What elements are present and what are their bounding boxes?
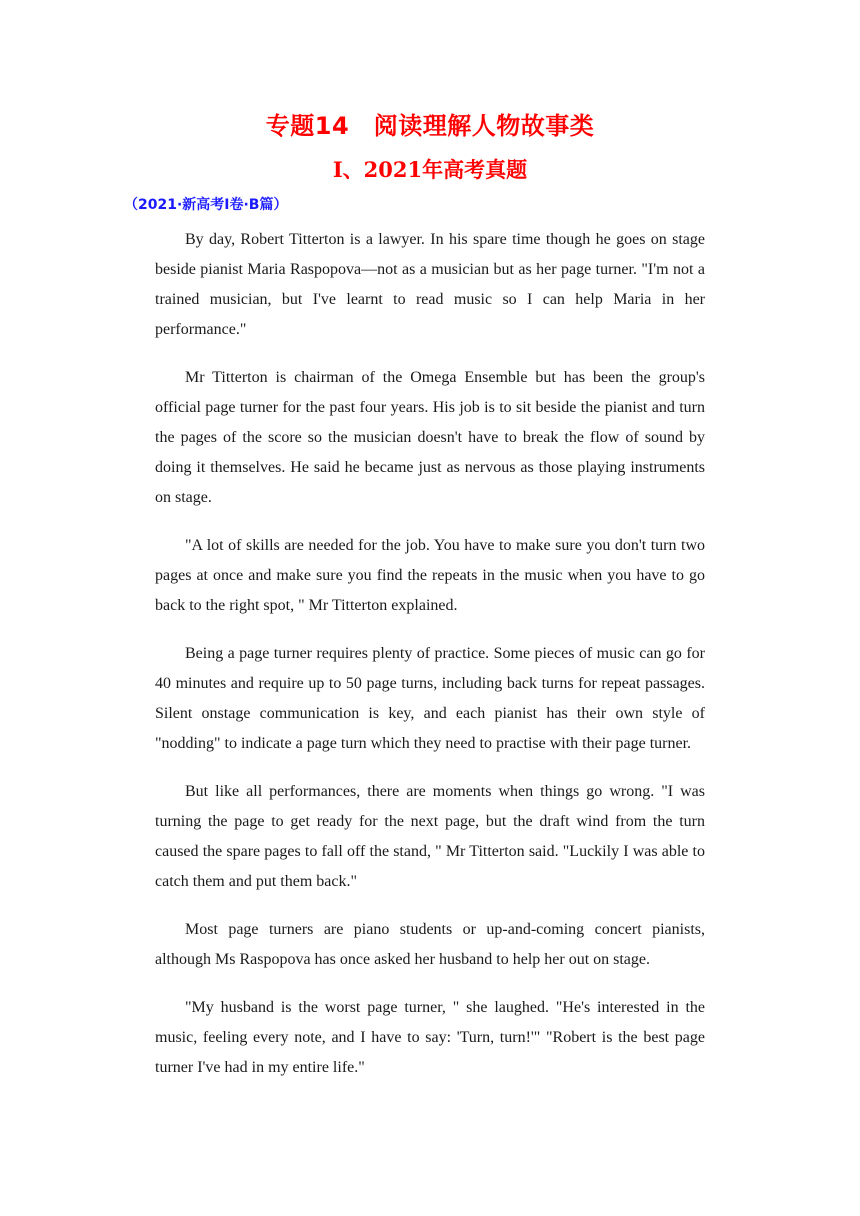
article-body: [155, 225, 705, 1101]
paragraph: By day, Robert Titterton is a lawyer. In his spare time though he goes on stage beside pianist Maria Raspopova—not as a musician but as her page turner. "I'm not a trained musician, but I've learnt to read music so I can help Maria in her performance.": [155, 231, 705, 338]
page-title: 专题14 阅读理解人物故事类: [265, 112, 595, 140]
paragraph: Mr Titterton is chairman of the Omega Ensemble but has been the group's official page turner for the past four years. His job is to sit beside the pianist and turn the pages of the score so the musician doesn't have to break the flow of sound by doing it themselves. He said he became just as nervous as those playing instruments on stage.: [155, 369, 705, 506]
paragraph: But like all performances, there are moments when things go wrong. "I was turning the page to get ready for the next page, but the draft wind from the turn caused the spare pages to fall off the stand, " Mr Titterton said. "Luckily I was able to catch them and put them back.": [155, 783, 705, 890]
source-label: （2021·新高考I卷·B篇）: [124, 197, 288, 213]
paragraph: Most page turners are piano students or up-and-coming concert pianists, although Ms Raspopova has once asked her husband to help her out on stage.: [155, 921, 705, 968]
paragraph: "My husband is the worst page turner, " she laughed. "He's interested in the music, feeling every note, and I have to say: 'Turn, turn!'" "Robert is the best page turner I've had in my entire life.": [155, 999, 705, 1076]
paragraph: Being a page turner requires plenty of practice. Some pieces of music can go for 40 minutes and require up to 50 page turns, including back turns for repeat passages. Silent onstage communication is key, and each pianist has their own style of "nodding" to indicate a page turn which they need to practise with their page turner.: [155, 645, 705, 752]
section-heading: I、2021年高考真题: [332, 157, 528, 182]
paragraph: "A lot of skills are needed for the job. You have to make sure you don't turn two pages at once and make sure you find the repeats in the music when you have to go back to the right spot, " Mr Titterton explained.: [155, 537, 705, 614]
